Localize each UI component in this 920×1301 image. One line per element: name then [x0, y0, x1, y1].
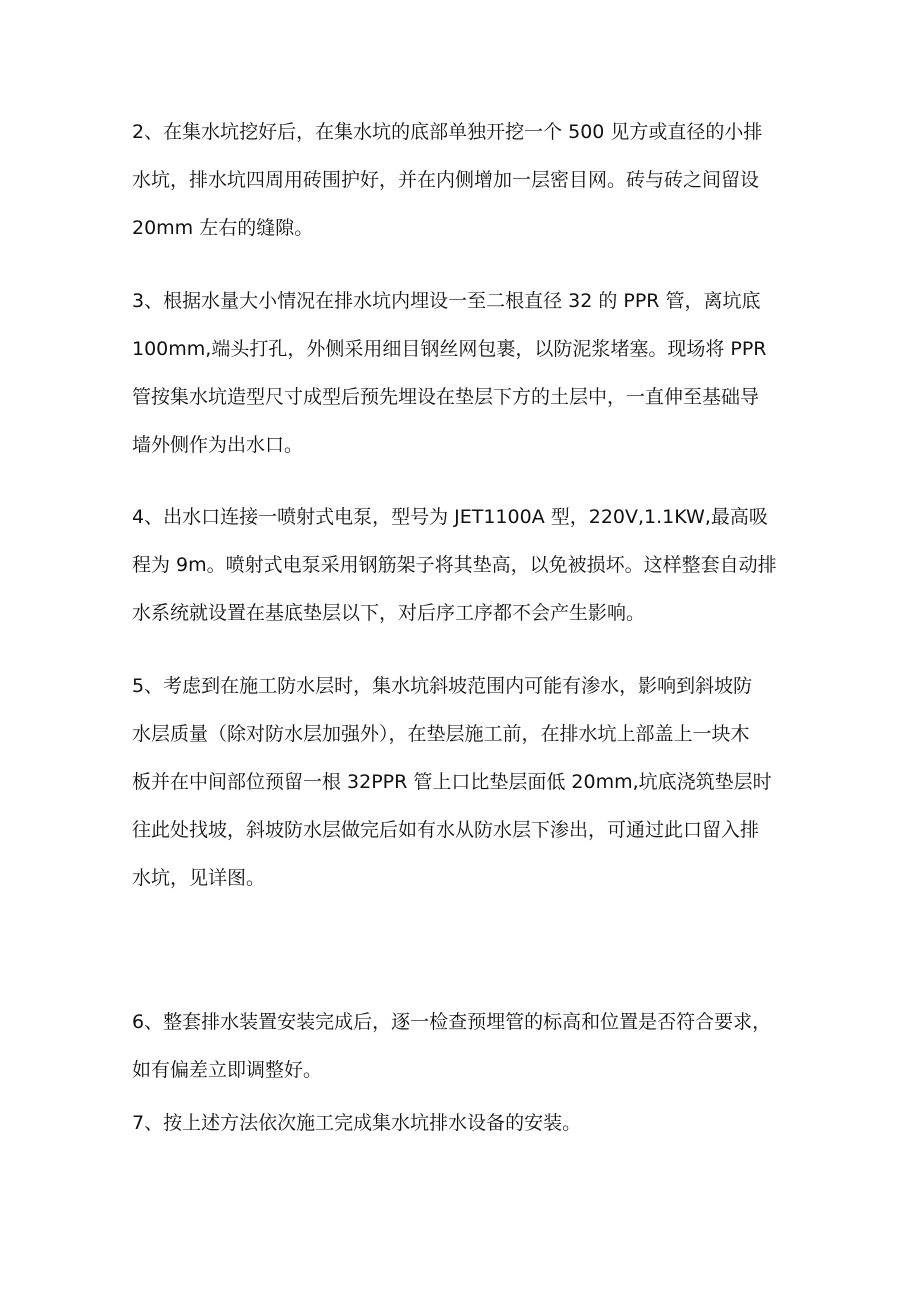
paragraph-line: 水系统就设置在基底垫层以下，对后序工序都不会产生影响。: [132, 602, 646, 624]
paragraph-line: 水坑，排水坑四周用砖围护好，并在内侧增加一层密目网。砖与砖之间留设: [132, 169, 760, 191]
paragraph-line: 100mm,端头打孔，外侧采用细目钢丝网包裹，以防泥浆堵塞。现场将 PPR: [132, 338, 767, 360]
paragraph-line: 2、在集水坑挖好后，在集水坑的底部单独开挖一个 500 见方或直径的小排: [132, 121, 763, 143]
paragraph-line: 3、根据水量大小情况在排水坑内埋设一至二根直径 32 的 PPR 管，离坑底: [132, 290, 761, 312]
paragraph-line: 7、按上述方法依次施工完成集水坑排水设备的安装。: [132, 1112, 582, 1134]
paragraph-line: 水坑，见详图。: [132, 867, 266, 889]
paragraph-line: 20mm 左右的缝隙。: [132, 217, 314, 239]
paragraph-line: 管按集水坑造型尺寸成型后预先埋设在垫层下方的土层中，一直伸至基础导: [132, 386, 760, 408]
paragraph-line: 板并在中间部位预留一根 32PPR 管上口比垫层面低 20mm,坑底浇筑垫层时: [132, 771, 772, 793]
paragraph-7: [132, 1099, 808, 1147]
paragraph-2: [132, 108, 808, 252]
paragraph-line: 墙外侧作为出水口。: [132, 434, 304, 456]
paragraph-line: 往此处找坡，斜坡防水层做完后如有水从防水层下渗出，可通过此口留入排: [132, 819, 760, 841]
paragraph-6: [132, 998, 808, 1094]
paragraph-line: 5、考虑到在施工防水层时，集水坑斜坡范围内可能有渗水，影响到斜坡防: [132, 675, 753, 697]
paragraph-line: 如有偏差立即调整好。: [132, 1059, 323, 1081]
paragraph-5: [132, 662, 808, 902]
paragraph-line: 程为 9m。喷射式电泵采用钢筋架子将其垫高，以免被损坏。这样整套自动排: [132, 554, 777, 576]
paragraph-line: 6、整套排水装置安装完成后，逐一检查预埋管的标高和位置是否符合要求，: [132, 1011, 772, 1033]
paragraph-3: [132, 277, 808, 469]
paragraph-line: 水层质量（除对防水层加强外），在垫层施工前，在排水坑上部盖上一块木: [132, 723, 750, 745]
paragraph-4: [132, 493, 808, 637]
paragraph-line: 4、出水口连接一喷射式电泵，型号为 JET1100A 型，220V,1.1KW,最高吸: [132, 506, 768, 528]
